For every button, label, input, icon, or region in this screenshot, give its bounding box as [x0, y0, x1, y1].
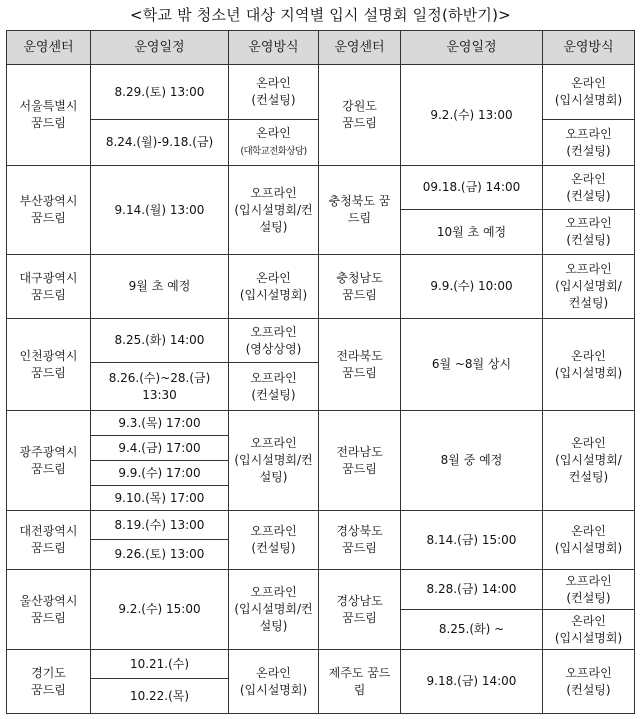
header-center-right: 운영센터	[319, 31, 401, 65]
method-chungbuk-1: 온라인 (컨설팅)	[543, 166, 635, 210]
method-busan: 오프라인 (입시설명회/컨 설팅)	[229, 166, 319, 255]
method-jeonnam: 온라인 (입시설명회/ 컨설팅)	[543, 411, 635, 511]
method-seoul-2: 온라인 (대학교전화상담)	[229, 120, 319, 166]
header-method-left: 운영방식	[229, 31, 319, 65]
header-method-right: 운영방식	[543, 31, 635, 65]
date-gwangju-2: 9.4.(금) 17:00	[91, 436, 229, 461]
date-gwangju-4: 9.10.(목) 17:00	[91, 486, 229, 511]
method-incheon-2: 오프라인 (컨설팅)	[229, 363, 319, 411]
date-seoul-1: 8.29.(토) 13:00	[91, 65, 229, 120]
date-gangwon: 9.2.(수) 13:00	[401, 65, 543, 166]
center-incheon: 인천광역시 꿈드림	[7, 319, 91, 411]
method-incheon-1: 오프라인 (영상상영)	[229, 319, 319, 363]
method-chungbuk-2: 오프라인 (컨설팅)	[543, 210, 635, 255]
header-date-right: 운영일정	[401, 31, 543, 65]
date-gwangju-1: 9.3.(목) 17:00	[91, 411, 229, 436]
method-daejeon: 오프라인 (컨설팅)	[229, 511, 319, 570]
date-seoul-2: 8.24.(월)-9.18.(금)	[91, 120, 229, 166]
method-gyeongnam-2: 온라인 (입시설명회)	[543, 610, 635, 650]
date-gyeonggi-2: 10.22.(목)	[91, 679, 229, 714]
center-gyeonggi: 경기도 꿈드림	[7, 650, 91, 714]
schedule-table	[6, 30, 635, 714]
method-chungnam: 오프라인 (입시설명회/ 컨설팅)	[543, 255, 635, 319]
method-gyeongbuk: 온라인 (입시설명회)	[543, 511, 635, 570]
header-date-left: 운영일정	[91, 31, 229, 65]
date-daejeon-1: 8.19.(수) 13:00	[91, 511, 229, 540]
center-daegu: 대구광역시 꿈드림	[7, 255, 91, 319]
center-seoul: 서울특별시 꿈드림	[7, 65, 91, 166]
method-gyeongnam-1: 오프라인 (컨설팅)	[543, 570, 635, 610]
date-chungbuk-2: 10월 초 예정	[401, 210, 543, 255]
date-gyeongbuk: 8.14.(금) 15:00	[401, 511, 543, 570]
method-seoul-1: 온라인 (컨설팅)	[229, 65, 319, 120]
method-jeonbuk: 온라인 (입시설명회)	[543, 319, 635, 411]
date-incheon-2: 8.26.(수)~28.(금) 13:30	[91, 363, 229, 411]
center-jeju: 제주도 꿈드 림	[319, 650, 401, 714]
center-gyeongbuk: 경상북도 꿈드림	[319, 511, 401, 570]
center-busan: 부산광역시 꿈드림	[7, 166, 91, 255]
date-gyeonggi-1: 10.21.(수)	[91, 650, 229, 679]
center-jeonnam: 전라남도 꿈드림	[319, 411, 401, 511]
method-gyeonggi: 온라인 (입시설명회)	[229, 650, 319, 714]
method-ulsan: 오프라인 (입시설명회/컨 설팅)	[229, 570, 319, 650]
center-jeonbuk: 전라북도 꿈드림	[319, 319, 401, 411]
date-gwangju-3: 9.9.(수) 17:00	[91, 461, 229, 486]
date-busan: 9.14.(월) 13:00	[91, 166, 229, 255]
center-gwangju: 광주광역시 꿈드림	[7, 411, 91, 511]
date-chungnam: 9.9.(수) 10:00	[401, 255, 543, 319]
center-ulsan: 울산광역시 꿈드림	[7, 570, 91, 650]
date-gyeongnam-2: 8.25.(화) ~	[401, 610, 543, 650]
date-jeonnam: 8월 중 예정	[401, 411, 543, 511]
date-jeju: 9.18.(금) 14:00	[401, 650, 543, 714]
header-center-left: 운영센터	[7, 31, 91, 65]
method-gwangju: 오프라인 (입시설명회/컨 설팅)	[229, 411, 319, 511]
center-chungnam: 충청남도 꿈드림	[319, 255, 401, 319]
center-chungbuk: 충청북도 꿈 드림	[319, 166, 401, 255]
date-ulsan: 9.2.(수) 15:00	[91, 570, 229, 650]
center-gangwon: 강원도 꿈드림	[319, 65, 401, 166]
method-gangwon-1: 온라인 (입시설명회)	[543, 65, 635, 120]
date-jeonbuk: 6월 ~8월 상시	[401, 319, 543, 411]
method-daegu: 온라인 (입시설명회)	[229, 255, 319, 319]
date-daejeon-2: 9.26.(토) 13:00	[91, 540, 229, 570]
page-title: <학교 밖 청소년 대상 지역별 입시 설명회 일정(하반기)>	[130, 6, 511, 24]
date-chungbuk-1: 09.18.(금) 14:00	[401, 166, 543, 210]
center-gyeongnam: 경상남도 꿈드림	[319, 570, 401, 650]
center-daejeon: 대전광역시 꿈드림	[7, 511, 91, 570]
date-daegu: 9월 초 예정	[91, 255, 229, 319]
method-jeju: 오프라인 (컨설팅)	[543, 650, 635, 714]
method-gangwon-2: 오프라인 (컨설팅)	[543, 120, 635, 166]
date-gyeongnam-1: 8.28.(금) 14:00	[401, 570, 543, 610]
date-incheon-1: 8.25.(화) 14:00	[91, 319, 229, 363]
